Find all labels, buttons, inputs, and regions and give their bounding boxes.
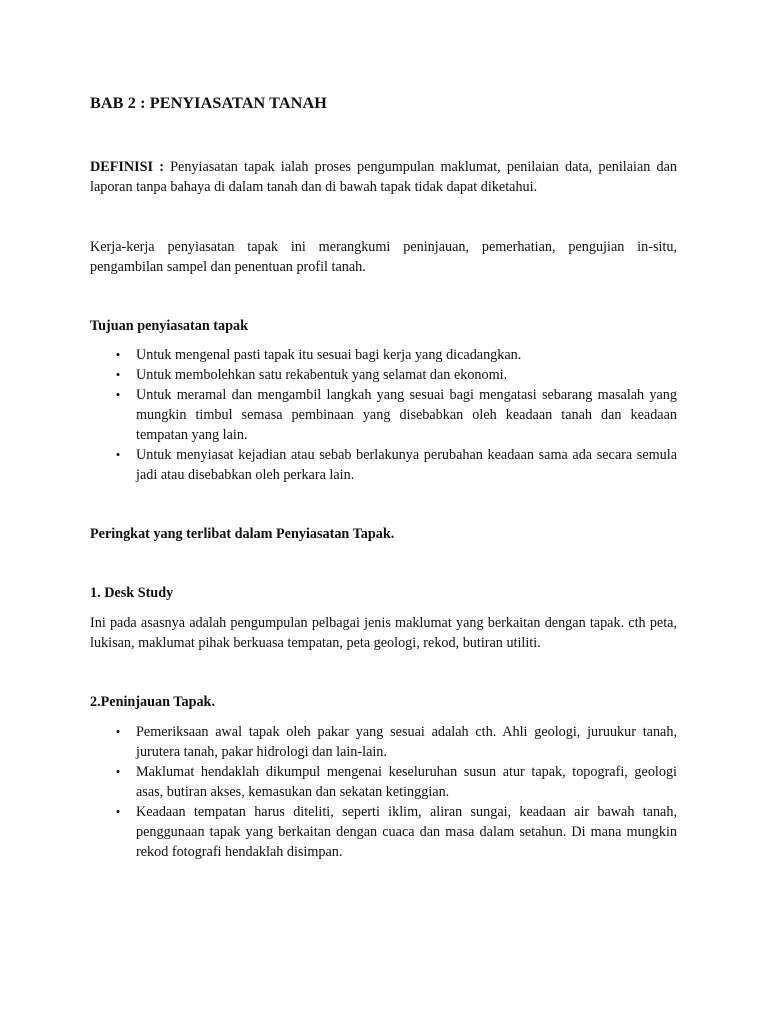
list-item-text: Maklumat hendaklah dikumpul mengenai keseluruhan susun atur tapak, topografi, geologi asas, butiran akses, kemasukan dan sekatan ketinggian. [136,764,677,800]
list-item [90,722,677,762]
desk-study-paragraph: Ini pada asasnya adalah pengumpulan pelbagai jenis maklumat yang berkaitan dengan tapak. cth peta, lukisan, maklumat pihak berkuasa tempatan, peta geologi, rekod, butiran utiliti. [90,615,677,651]
list-item [90,762,677,802]
objectives-heading: Tujuan penyiasatan tapak [90,318,248,334]
bullet-icon: • [115,447,121,462]
bullet-icon: • [115,387,121,402]
definition-label: DEFINISI : [90,159,164,175]
list-item [90,445,677,485]
list-item [90,385,677,445]
bullet-icon: • [115,367,121,382]
list-item-text: Keadaan tempatan harus diteliti, seperti iklim, aliran sungai, keadaan air bawah tanah, penggunaan tapak yang berkaitan dengan cuaca dan masa dalam setahun. Di mana mungkin rekod fotografi hendaklah disimpan. [136,804,677,860]
bullet-icon: • [115,347,121,362]
list-item-text: Untuk menyiasat kejadian atau sebab berlakunya perubahan keadaan sama ada secara semula jadi atau disebabkan oleh perkara lain. [136,447,677,483]
bullet-icon: • [115,724,121,739]
definition-text: Penyiasatan tapak ialah proses pengumpulan maklumat, penilaian data, penilaian dan laporan tanpa bahaya di dalam tanah dan di bawah tapak tidak dapat diketahui. [90,159,677,195]
list-item [90,345,677,365]
list-item-text: Pemeriksaan awal tapak oleh pakar yang sesuai adalah cth. Ahli geologi, juruukur tanah, jurutera tanah, pakar hidrologi dan lain-lain. [136,724,677,760]
site-reconnaissance-list [90,722,677,862]
stages-heading: Peringkat yang terlibat dalam Penyiasatan Tapak. [90,526,395,542]
list-item [90,802,677,862]
bullet-icon: • [115,804,121,819]
site-reconnaissance-heading: 2.Peninjauan Tapak. [90,694,215,710]
list-item [90,365,677,385]
desk-study-heading: 1. Desk Study [90,585,174,601]
definition-paragraph [90,157,677,197]
scope-paragraph: Kerja-kerja penyiasatan tapak ini merangkumi peninjauan, pemerhatian, pengujian in-situ, pengambilan sampel dan penentuan profil tanah. [90,239,677,275]
list-item-text: Untuk mengenal pasti tapak itu sesuai bagi kerja yang dicadangkan. [136,347,522,363]
page-title: BAB 2 : PENYIASATAN TANAH [90,94,327,112]
bullet-icon: • [115,764,121,779]
objectives-list [90,345,677,485]
list-item-text: Untuk meramal dan mengambil langkah yang sesuai bagi mengatasi sebarang masalah yang mungkin timbul semasa pembinaan yang disebabkan oleh keadaan tanah dan keadaan tempatan yang lain. [136,387,677,443]
list-item-text: Untuk membolehkan satu rekabentuk yang selamat dan ekonomi. [136,367,508,383]
